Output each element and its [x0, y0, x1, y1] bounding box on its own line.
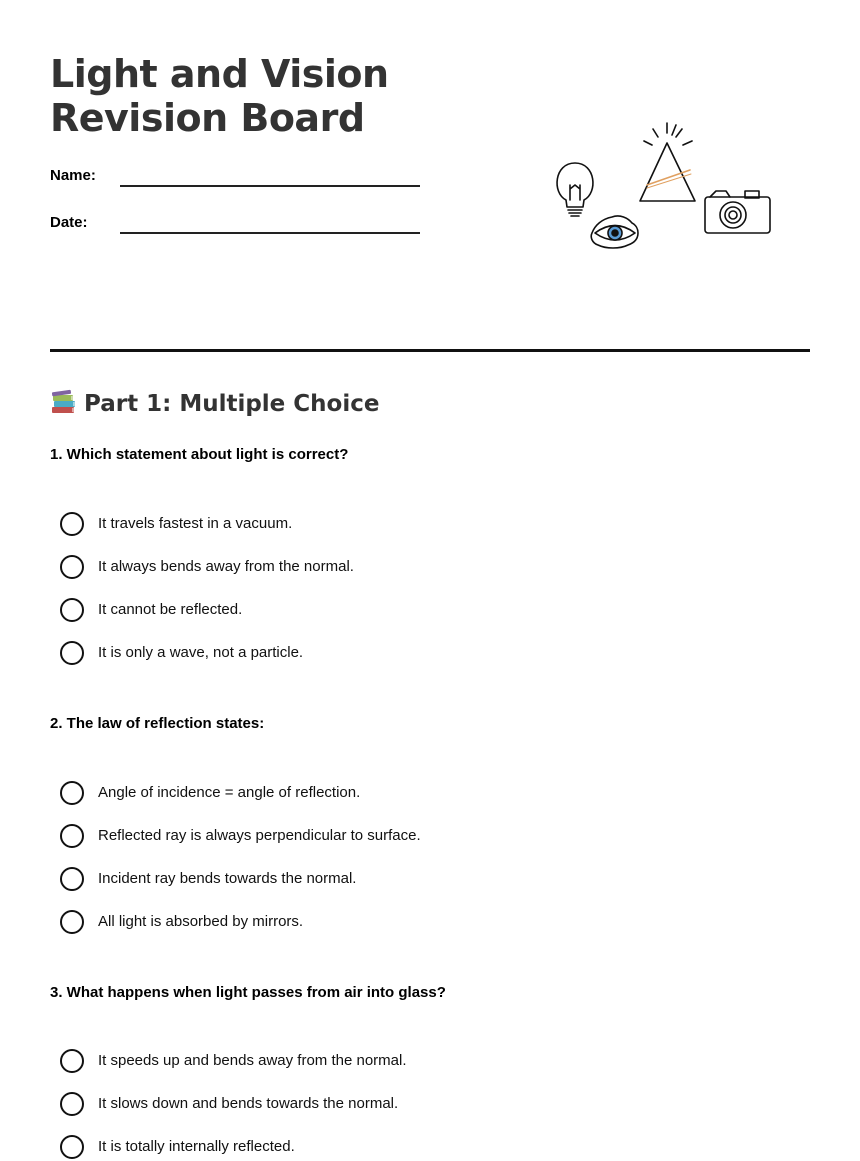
- question-3: 3. What happens when light passes from air into glass?: [50, 984, 446, 1001]
- option-label: It slows down and bends towards the normal.: [98, 1095, 399, 1112]
- option-label: It is only a wave, not a particle.: [98, 644, 304, 661]
- radio-button[interactable]: [60, 1092, 84, 1116]
- date-line[interactable]: [120, 232, 420, 234]
- lightbulb-icon: [557, 163, 593, 216]
- date-label: Date:: [50, 214, 88, 231]
- name-label: Name:: [50, 167, 96, 184]
- option-label: Angle of incidence = angle of reflection.: [98, 784, 361, 801]
- question-2: 2. The law of reflection states:: [50, 715, 265, 732]
- radio-button[interactable]: [60, 641, 84, 665]
- section-title-text: Part 1: Multiple Choice: [84, 391, 380, 417]
- light-illustration: [540, 115, 790, 260]
- option-label: It speeds up and bends away from the normal.: [98, 1052, 407, 1069]
- radio-button[interactable]: [60, 598, 84, 622]
- question-1: 1. Which statement about light is correct?: [50, 446, 349, 463]
- option-label: Incident ray bends towards the normal.: [98, 870, 357, 887]
- option-label: It travels fastest in a vacuum.: [98, 515, 293, 532]
- prism-icon: [640, 123, 695, 201]
- camera-icon: [705, 191, 770, 233]
- option-label: It is totally internally reflected.: [98, 1138, 295, 1155]
- radio-button[interactable]: [60, 824, 84, 848]
- title-line-2: Revision Board: [50, 96, 365, 140]
- radio-button[interactable]: [60, 1049, 84, 1073]
- radio-button[interactable]: [60, 555, 84, 579]
- radio-button[interactable]: [60, 867, 84, 891]
- eye-icon: [591, 216, 638, 248]
- option-label: It cannot be reflected.: [98, 601, 243, 618]
- title-line-1: Light and Vision: [50, 52, 389, 96]
- books-icon: [50, 388, 78, 416]
- radio-button[interactable]: [60, 910, 84, 934]
- radio-button[interactable]: [60, 512, 84, 536]
- radio-button[interactable]: [60, 1135, 84, 1159]
- name-line[interactable]: [120, 185, 420, 187]
- option-label: It always bends away from the normal.: [98, 558, 354, 575]
- section-divider: [50, 349, 810, 352]
- radio-button[interactable]: [60, 781, 84, 805]
- option-label: All light is absorbed by mirrors.: [98, 913, 304, 930]
- option-label: Reflected ray is always perpendicular to surface.: [98, 827, 421, 844]
- page-title: [50, 52, 389, 140]
- section-title: [50, 388, 379, 420]
